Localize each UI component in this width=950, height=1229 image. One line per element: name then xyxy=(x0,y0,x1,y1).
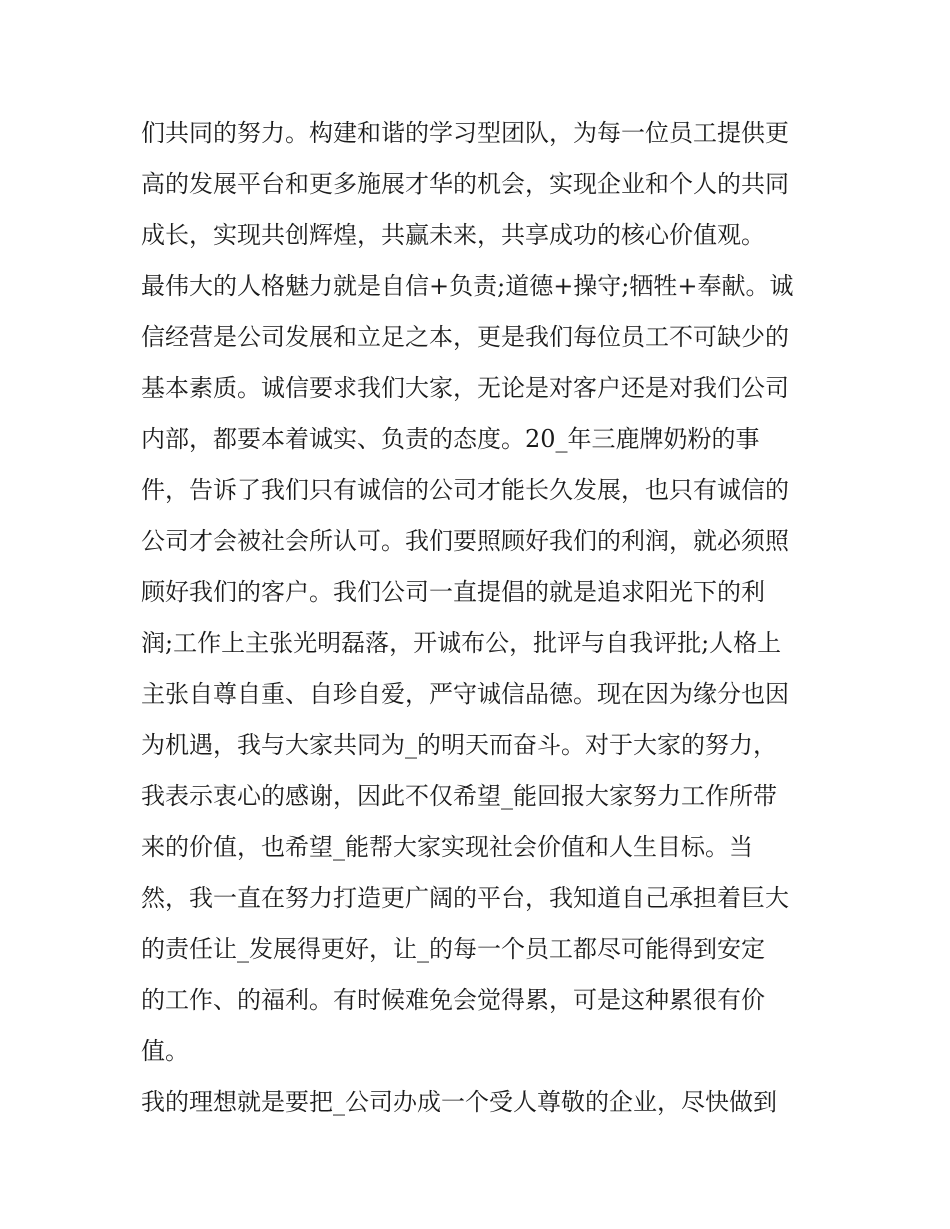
text-line: 我的理想就是要把_公司办成一个受人尊敬的企业，尽快做到 xyxy=(141,1088,777,1116)
text-line: 成长，实现共创辉煌，共赢未来，共享成功的核心价值观。 xyxy=(141,221,765,249)
text-line: 的工作、的福利。有时候难免会觉得累，可是这种累很有价 xyxy=(141,986,765,1014)
text-line: 我表示衷心的感谢，因此不仅希望_能回报大家努力工作所带 xyxy=(141,782,777,810)
body-text xyxy=(141,108,821,1128)
text-line: 然，我一直在努力打造更广阔的平台，我知道自己承担着巨大 xyxy=(141,884,789,912)
text-line: 们共同的努力。构建和谐的学习型团队，为每一位员工提供更 xyxy=(141,119,789,147)
text-line: 高的发展平台和更多施展才华的机会，实现企业和个人的共同 xyxy=(141,170,789,198)
text-line: 顾好我们的客户。我们公司一直提倡的就是追求阳光下的利 xyxy=(141,578,765,606)
text-line: 基本素质。诚信要求我们大家，无论是对客户还是对我们公司 xyxy=(141,374,789,402)
text-line: 内部，都要本着诚实、负责的态度。20_年三鹿牌奶粉的事 xyxy=(141,425,760,453)
text-line: 公司才会被社会所认可。我们要照顾好我们的利润，就必须照 xyxy=(141,527,789,555)
text-line: 信经营是公司发展和立足之本，更是我们每位员工不可缺少的 xyxy=(141,323,789,351)
text-line: 最伟大的人格魅力就是自信+负责;道德+操守;牺牲+奉献。诚 xyxy=(141,272,794,300)
text-line: 的责任让_发展得更好，让_的每一个员工都尽可能得到安定 xyxy=(141,935,765,963)
text-line: 值。 xyxy=(141,1037,189,1065)
text-line: 为机遇，我与大家共同为_的明天而奋斗。对于大家的努力， xyxy=(141,731,777,759)
text-line: 润;工作上主张光明磊落，开诚布公，批评与自我评批;人格上 xyxy=(141,629,782,657)
text-line: 件，告诉了我们只有诚信的公司才能长久发展，也只有诚信的 xyxy=(141,476,789,504)
text-line: 主张自尊自重、自珍自爱，严守诚信品德。现在因为缘分也因 xyxy=(141,680,789,708)
text-line: 来的价值，也希望_能帮大家实现社会价值和人生目标。当 xyxy=(141,833,753,861)
